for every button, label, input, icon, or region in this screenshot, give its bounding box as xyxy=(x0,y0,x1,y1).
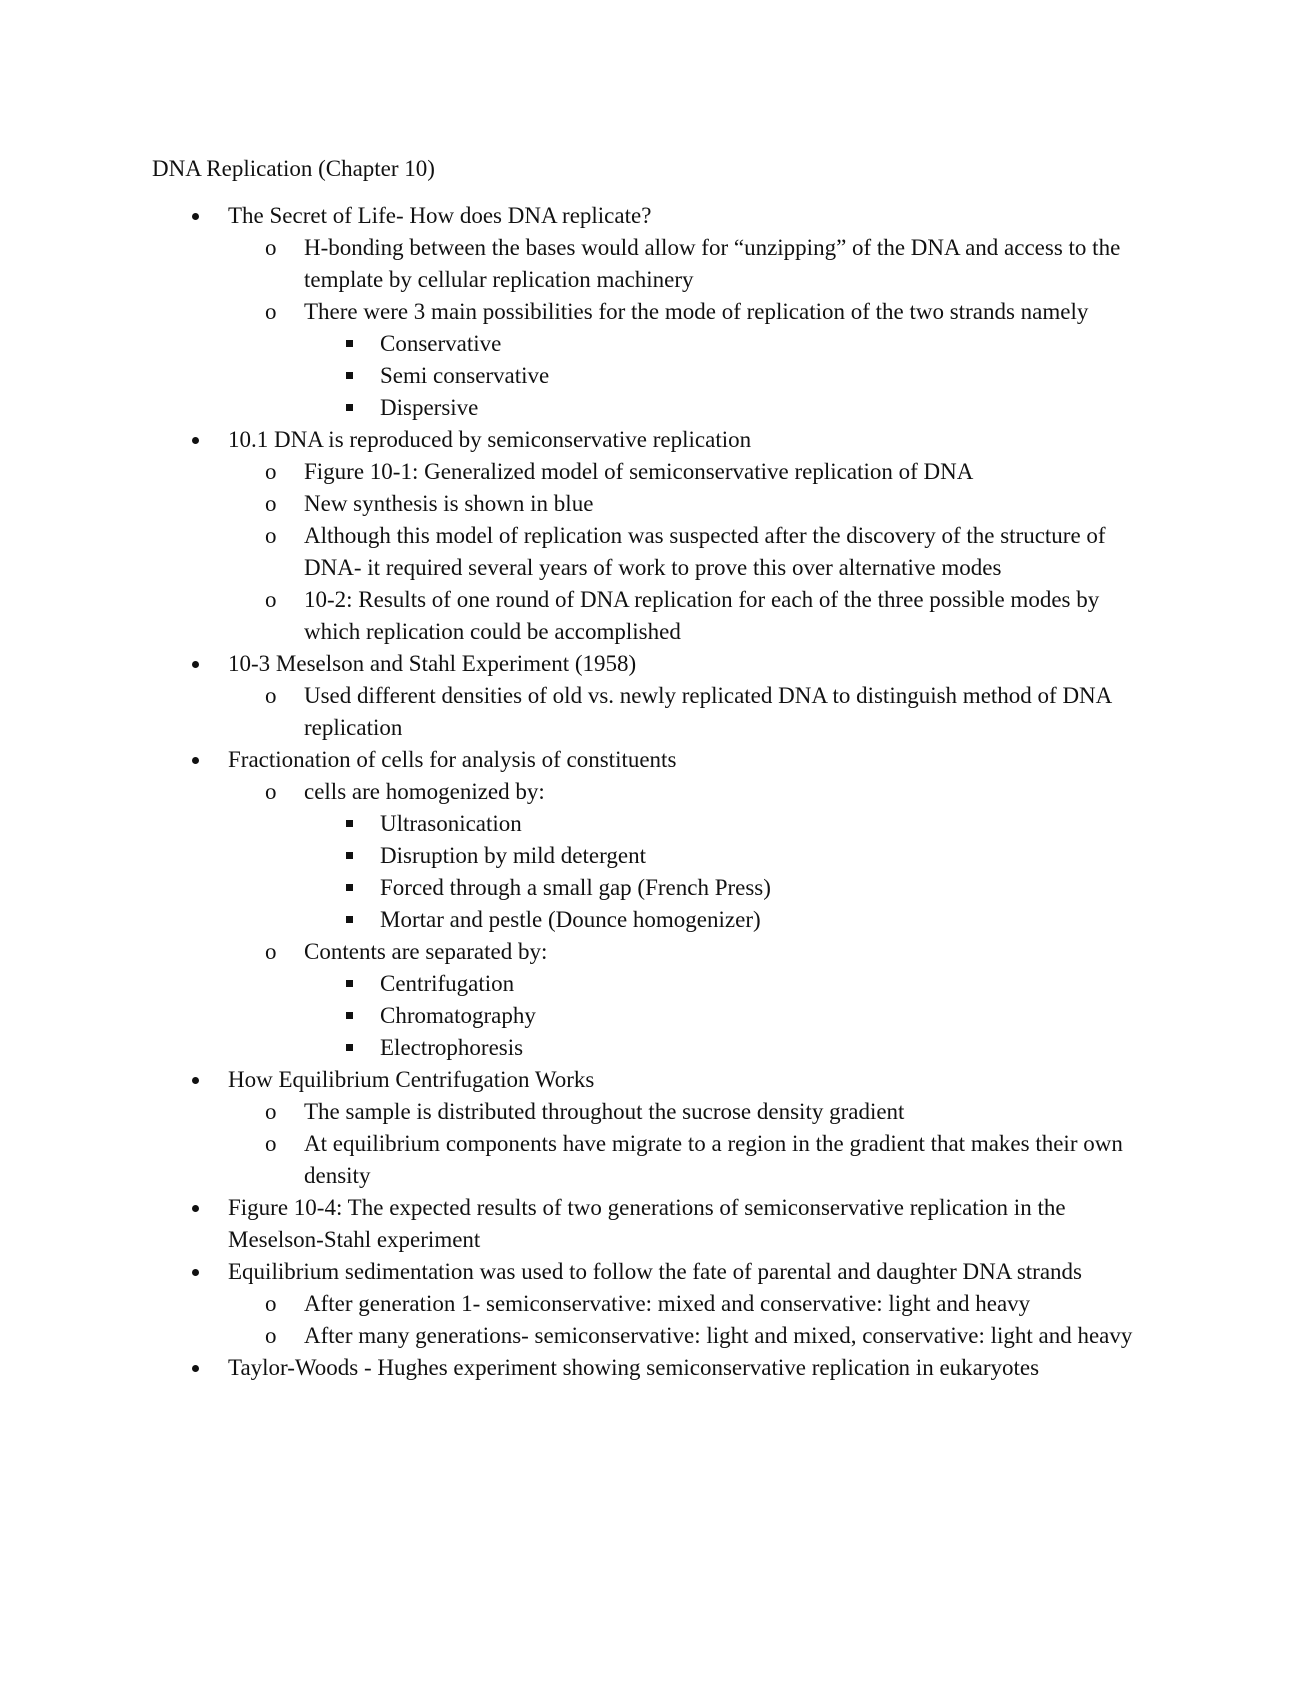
bullet-o-icon: o xyxy=(265,683,277,708)
outline-subitem-text: Figure 10-1: Generalized model of semiconservative replication of DNA xyxy=(304,459,974,484)
bullet-square-icon xyxy=(346,1044,353,1051)
bullet-o-icon: o xyxy=(265,1099,277,1124)
outline-subsubitem xyxy=(304,328,1152,360)
outline-subitem-text: cells are homogenized by: xyxy=(304,779,545,804)
bullet-o-icon: o xyxy=(265,1323,277,1348)
outline-subitem xyxy=(228,488,1152,520)
bullet-dot-icon xyxy=(192,1077,199,1084)
bullet-dot-icon xyxy=(192,213,199,220)
outline-subitem xyxy=(228,1288,1152,1320)
outline-subitem-text: Used different densities of old vs. newly replicated DNA to distinguish method of DNA replication xyxy=(304,683,1112,740)
bullet-o-icon: o xyxy=(265,587,277,612)
bullet-square-icon xyxy=(346,916,353,923)
bullet-o-icon: o xyxy=(265,459,277,484)
outline-subitem xyxy=(228,584,1152,648)
outline-subsubitem xyxy=(304,1032,1152,1064)
outline-subsubitem xyxy=(304,968,1152,1000)
outline-item-text: Figure 10-4: The expected results of two generations of semiconservative replication in the Meselson-Stahl experiment xyxy=(228,1195,1066,1252)
outline-subsubitem-text: Dispersive xyxy=(380,395,479,420)
outline-item-text: 10.1 DNA is reproduced by semiconservative replication xyxy=(228,427,752,452)
outline-subitem-text: At equilibrium components have migrate to a region in the gradient that makes their own density xyxy=(304,1131,1123,1188)
bullet-square-icon xyxy=(346,1012,353,1019)
outline-subitem-text: H-bonding between the bases would allow for “unzipping” of the DNA and access to the template by cellular replication machinery xyxy=(304,235,1121,292)
bullet-o-icon: o xyxy=(265,1291,277,1316)
bullet-square-icon xyxy=(346,820,353,827)
document-title: DNA Replication (Chapter 10) xyxy=(152,156,435,181)
bullet-o-icon: o xyxy=(265,491,277,516)
bullet-dot-icon xyxy=(192,757,199,764)
bullet-dot-icon xyxy=(192,437,199,444)
outline-item-text: Taylor-Woods - Hughes experiment showing semiconservative replication in eukaryotes xyxy=(228,1355,1040,1380)
outline-item xyxy=(152,424,1152,648)
outline-subsubitem xyxy=(304,1000,1152,1032)
outline-subitem xyxy=(228,456,1152,488)
outline-list xyxy=(152,200,1152,1384)
outline-subsubitem-text: Centrifugation xyxy=(380,971,515,996)
outline-subitem-text: Although this model of replication was suspected after the discovery of the structure of DNA- it required several years of work to prove this over alternative modes xyxy=(304,523,1106,580)
outline-subitem xyxy=(228,1128,1152,1192)
outline-subitem xyxy=(228,936,1152,1064)
outline-subitem xyxy=(228,680,1152,744)
outline-item xyxy=(152,1064,1152,1192)
outline-subsubitem-text: Mortar and pestle (Dounce homogenizer) xyxy=(380,907,761,932)
outline-subsubitem-text: Chromatography xyxy=(380,1003,536,1028)
outline-subsubitem-text: Forced through a small gap (French Press) xyxy=(380,875,771,900)
bullet-square-icon xyxy=(346,852,353,859)
bullet-dot-icon xyxy=(192,1205,199,1212)
outline-item-text: How Equilibrium Centrifugation Works xyxy=(228,1067,595,1092)
outline-subitem xyxy=(228,520,1152,584)
outline-subitem xyxy=(228,776,1152,936)
outline-subsubitem-text: Ultrasonication xyxy=(380,811,522,836)
outline-item-text: 10-3 Meselson and Stahl Experiment (1958) xyxy=(228,651,637,676)
outline-subitem xyxy=(228,296,1152,424)
outline-subitem-text: There were 3 main possibilities for the mode of replication of the two strands namely xyxy=(304,299,1089,324)
outline-subitem-text: After generation 1- semiconservative: mixed and conservative: light and heavy xyxy=(304,1291,1031,1316)
outline-item-text: Equilibrium sedimentation was used to follow the fate of parental and daughter DNA strands xyxy=(228,1259,1082,1284)
outline-subsubitem-text: Semi conservative xyxy=(380,363,550,388)
outline-subitem-text: Contents are separated by: xyxy=(304,939,548,964)
outline-subsubitem-text: Conservative xyxy=(380,331,502,356)
outline-item xyxy=(152,1256,1152,1352)
bullet-o-icon: o xyxy=(265,1131,277,1156)
outline-subitem-text: 10-2: Results of one round of DNA replication for each of the three possible modes by which replication could be accomplished xyxy=(304,587,1100,644)
bullet-o-icon: o xyxy=(265,523,277,548)
bullet-o-icon: o xyxy=(265,939,277,964)
outline-item-text: Fractionation of cells for analysis of constituents xyxy=(228,747,677,772)
outline-item xyxy=(152,744,1152,1064)
bullet-square-icon xyxy=(346,884,353,891)
outline-subitem xyxy=(228,1096,1152,1128)
bullet-o-icon: o xyxy=(265,779,277,804)
outline-subitem xyxy=(228,1320,1152,1352)
outline-subsubitem xyxy=(304,808,1152,840)
outline-subitem-text: After many generations- semiconservative: light and mixed, conservative: light and heavy xyxy=(304,1323,1133,1348)
outline-subsubitem xyxy=(304,904,1152,936)
bullet-dot-icon xyxy=(192,1365,199,1372)
bullet-square-icon xyxy=(346,404,353,411)
outline-item-text: The Secret of Life- How does DNA replicate? xyxy=(228,203,652,228)
outline-subitem-text: The sample is distributed throughout the sucrose density gradient xyxy=(304,1099,905,1124)
outline-item xyxy=(152,200,1152,424)
outline-item xyxy=(152,648,1152,744)
outline-subsubitem xyxy=(304,872,1152,904)
bullet-square-icon xyxy=(346,980,353,987)
outline-subsubitem xyxy=(304,360,1152,392)
outline-item xyxy=(152,1192,1152,1256)
outline-subitem xyxy=(228,232,1152,296)
outline-subsubitem xyxy=(304,840,1152,872)
outline-subsubitem xyxy=(304,392,1152,424)
bullet-square-icon xyxy=(346,372,353,379)
bullet-dot-icon xyxy=(192,661,199,668)
outline-item xyxy=(152,1352,1152,1384)
outline-subsubitem-text: Disruption by mild detergent xyxy=(380,843,646,868)
outline-subsubitem-text: Electrophoresis xyxy=(380,1035,524,1060)
bullet-dot-icon xyxy=(192,1269,199,1276)
outline-subitem-text: New synthesis is shown in blue xyxy=(304,491,594,516)
bullet-o-icon: o xyxy=(265,299,277,324)
bullet-square-icon xyxy=(346,340,353,347)
bullet-o-icon: o xyxy=(265,235,277,260)
